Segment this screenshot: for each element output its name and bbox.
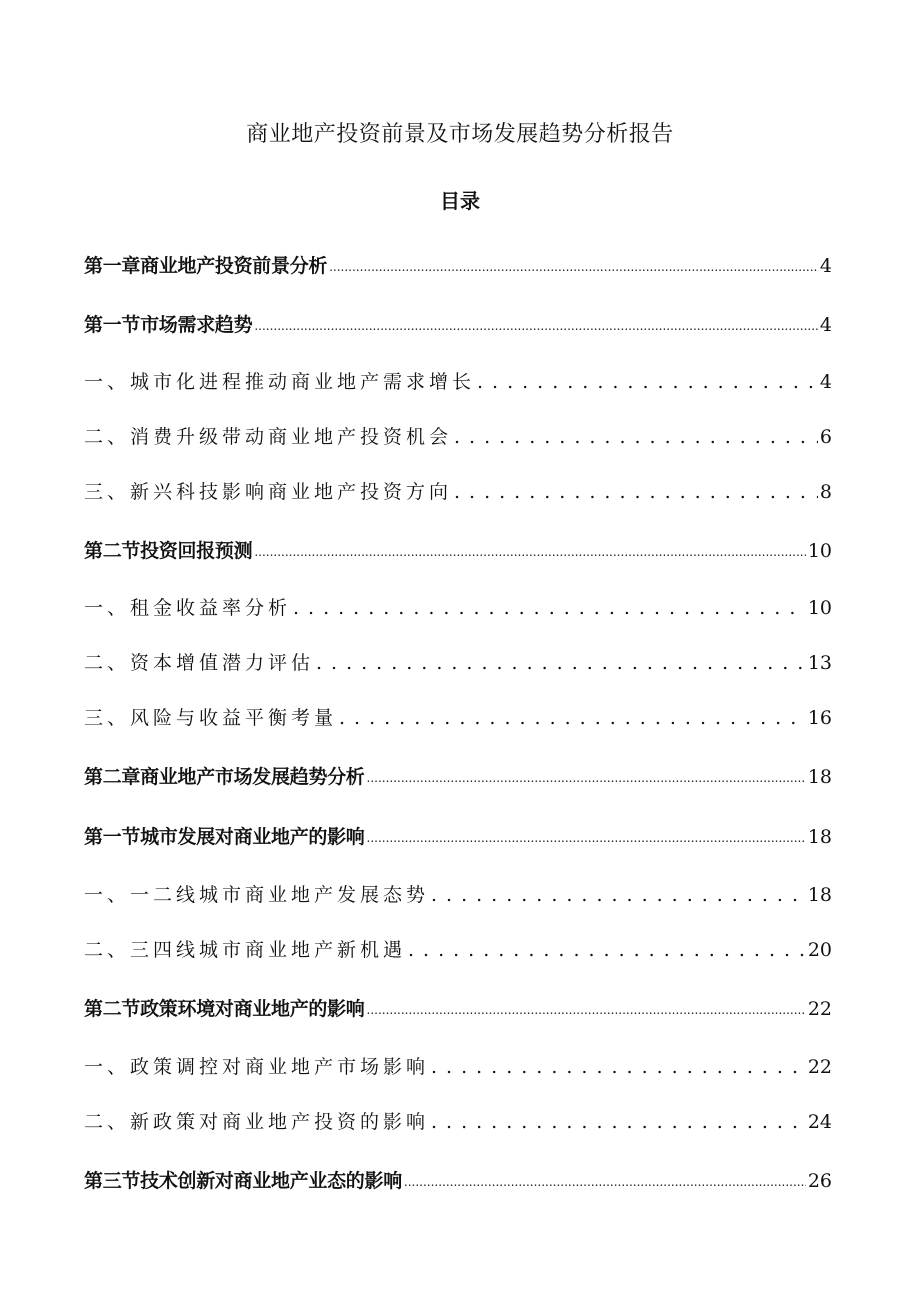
toc-entry-page: 10 (807, 540, 832, 562)
toc-entry-label: 第一节城市发展对商业地产的影响 (84, 826, 365, 848)
dot-leader (404, 1173, 806, 1194)
toc-entry[interactable] (84, 367, 832, 395)
dot-leader (431, 882, 806, 908)
dot-leader (316, 650, 806, 676)
toc-entry-page: 10 (807, 597, 832, 619)
toc-entry[interactable] (84, 822, 832, 850)
toc-entry[interactable] (84, 703, 832, 731)
dot-leader (329, 258, 818, 279)
toc-entry[interactable] (84, 1107, 832, 1135)
toc-entry-page: 22 (807, 998, 832, 1020)
toc-entry-page: 18 (807, 826, 832, 848)
toc-entry-label: 二、资本增值潜力评估 (84, 652, 315, 674)
toc-heading: 目录 (440, 189, 480, 213)
dot-leader (367, 1001, 806, 1022)
dot-leader (254, 317, 818, 338)
dot-leader (431, 1109, 806, 1135)
toc-entry-label: 一、租金收益率分析 (84, 597, 292, 619)
dot-leader (367, 829, 806, 850)
toc-entry[interactable] (84, 648, 832, 676)
toc-entry-label: 第二节投资回报预测 (84, 540, 253, 562)
toc-entry-label: 二、消费升级带动商业地产投资机会 (84, 426, 453, 448)
dot-leader (408, 937, 806, 963)
toc-entry[interactable] (84, 310, 832, 338)
toc-entry-page: 8 (819, 481, 832, 503)
toc-entry[interactable] (84, 536, 832, 564)
toc-entry-page: 26 (807, 1170, 832, 1192)
toc-entry[interactable] (84, 422, 832, 450)
toc-entry-page: 16 (807, 707, 832, 729)
dot-leader (431, 1054, 806, 1080)
dot-leader (454, 424, 818, 450)
toc-entry[interactable] (84, 994, 832, 1022)
dot-leader (477, 369, 818, 395)
dot-leader (454, 479, 818, 505)
toc-entry-page: 6 (819, 426, 832, 448)
toc-entry[interactable] (84, 251, 832, 279)
document-title: 商业地产投资前景及市场发展趋势分析报告 (246, 122, 674, 147)
toc-entry-label: 第一节市场需求趋势 (84, 314, 253, 336)
toc-entry-label: 第二章商业地产市场发展趋势分析 (84, 766, 365, 788)
toc-entry-label: 二、新政策对商业地产投资的影响 (84, 1111, 430, 1133)
toc-entry-page: 18 (807, 884, 832, 906)
toc-entry[interactable] (84, 935, 832, 963)
toc-entry-label: 三、新兴科技影响商业地产投资方向 (84, 481, 453, 503)
toc-entry-page: 4 (819, 255, 832, 277)
toc-entry-page: 22 (807, 1056, 832, 1078)
toc-entry[interactable] (84, 880, 832, 908)
toc-entry-label: 三、风险与收益平衡考量 (84, 707, 338, 729)
toc-entry-label: 二、三四线城市商业地产新机遇 (84, 939, 407, 961)
toc-entry-label: 一、政策调控对商业地产市场影响 (84, 1056, 430, 1078)
toc-entry-page: 24 (807, 1111, 832, 1133)
toc-entry-page: 4 (819, 314, 832, 336)
toc-entry-page: 13 (807, 652, 832, 674)
toc-entry[interactable] (84, 477, 832, 505)
toc-entry-page: 18 (807, 766, 832, 788)
toc-entry-page: 4 (819, 371, 832, 393)
toc-entry-label: 一、城市化进程推动商业地产需求增长 (84, 371, 476, 393)
toc-entry[interactable] (84, 593, 832, 621)
dot-leader (293, 595, 806, 621)
toc-entry-label: 第三节技术创新对商业地产业态的影响 (84, 1170, 402, 1192)
toc-entry-label: 第一章商业地产投资前景分析 (84, 255, 328, 277)
toc-entry[interactable] (84, 1052, 832, 1080)
toc-entry-label: 一、一二线城市商业地产发展态势 (84, 884, 430, 906)
toc-entry-page: 20 (807, 939, 832, 961)
dot-leader (254, 543, 806, 564)
dot-leader (339, 705, 806, 731)
toc-entry[interactable] (84, 1166, 832, 1194)
toc-entry-label: 第二节政策环境对商业地产的影响 (84, 998, 365, 1020)
toc-entry[interactable] (84, 762, 832, 790)
dot-leader (367, 769, 806, 790)
